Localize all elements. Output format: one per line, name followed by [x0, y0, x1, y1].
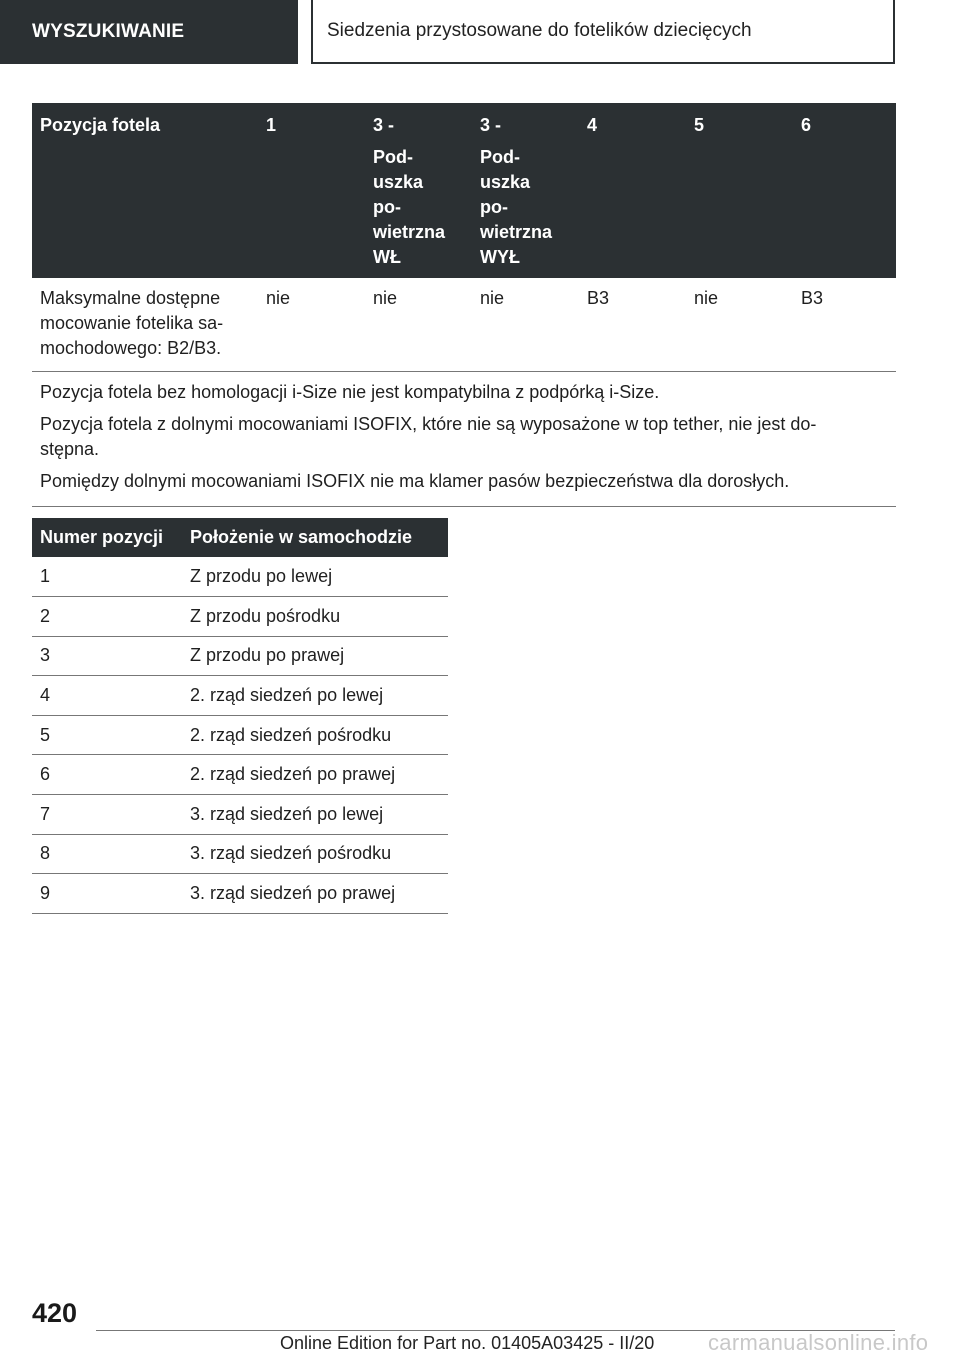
position-location: 3. rząd siedzeń pośrodku [182, 834, 448, 874]
table-row [32, 874, 448, 914]
table-row [32, 715, 448, 755]
header-position-6: 6 [793, 103, 896, 278]
table-row [32, 755, 448, 795]
footer-edition: Online Edition for Part no. 01405A03425 - II/20 [280, 1333, 655, 1353]
row-label-max-mounting: Maksymalne dostępne mocowanie fotelika sa- mochodowego: B2/B3. [32, 278, 258, 372]
header-position-4: 4 [579, 103, 686, 278]
position-number: 7 [32, 795, 182, 835]
header-airbag-on-sub: Pod- uszka po- wietrzna WŁ [373, 147, 446, 267]
table-row [32, 636, 448, 676]
table-row [32, 795, 448, 835]
position-number-table [32, 518, 448, 914]
value-position-6: B3 [793, 278, 896, 372]
position-number: 5 [32, 715, 182, 755]
header-position-5: 5 [686, 103, 793, 278]
value-position-4: B3 [579, 278, 686, 372]
watermark: carmanualsonline.info [708, 1330, 929, 1355]
position-number: 6 [32, 755, 182, 795]
header-position-1: 1 [258, 103, 365, 278]
position-location: 2. rząd siedzeń pośrodku [182, 715, 448, 755]
search-tab[interactable]: WYSZUKIWANIE [0, 0, 298, 64]
position-number: 8 [32, 834, 182, 874]
position-number: 9 [32, 874, 182, 914]
notes-row [32, 372, 896, 507]
position-location: 3. rząd siedzeń po lewej [182, 795, 448, 835]
value-position-3-airbag-on: nie [365, 278, 472, 372]
table-row [32, 834, 448, 874]
position-location: Z przodu po prawej [182, 636, 448, 676]
table-row [32, 597, 448, 637]
position-number: 2 [32, 597, 182, 637]
table-row [32, 278, 896, 372]
header-airbag-off-sub: Pod- uszka po- wietrzna WYŁ [480, 147, 553, 267]
position-location: 3. rząd siedzeń po prawej [182, 874, 448, 914]
value-position-3-airbag-off: nie [472, 278, 579, 372]
position-number: 3 [32, 636, 182, 676]
header-position-3-airbag-off: 3 - Pod- uszka po- wietrzna WYŁ [472, 103, 579, 278]
position-number: 4 [32, 676, 182, 716]
table-row [32, 676, 448, 716]
value-position-1: nie [258, 278, 365, 372]
position-table-header-row [32, 518, 448, 557]
position-number: 1 [32, 557, 182, 597]
header-vehicle-location: Położenie w samochodzie [182, 518, 448, 557]
note-top-tether: Pozycja fotela z dolnymi mocowaniami ISOFIX, które nie są wyposażone w top tether, nie jest do- stępna. [40, 414, 817, 459]
header-position-number: Numer pozycji [32, 518, 182, 557]
section-title: Siedzenia przystosowane do fotelików dziecięcych [311, 0, 895, 64]
position-location: Z przodu po lewej [182, 557, 448, 597]
header-seat-position: Pozycja fotela [32, 103, 258, 278]
page-number: 420 [32, 1298, 78, 1328]
note-isofix-buckles: Pomiędzy dolnymi mocowaniami ISOFIX nie ma klamer pasów bezpieczeństwa dla dorosłych. [40, 471, 790, 491]
position-location: Z przodu pośrodku [182, 597, 448, 637]
notes-cell [32, 372, 896, 507]
value-position-5: nie [686, 278, 793, 372]
position-location: 2. rząd siedzeń po lewej [182, 676, 448, 716]
seat-table-header-row [32, 103, 896, 278]
seat-position-table [32, 103, 896, 507]
table-row [32, 557, 448, 597]
note-isize: Pozycja fotela bez homologacji i-Size nie jest kompatybilna z podpórką i-Size. [40, 382, 660, 402]
position-location: 2. rząd siedzeń po prawej [182, 755, 448, 795]
header-position-3-airbag-on: 3 - Pod- uszka po- wietrzna WŁ [365, 103, 472, 278]
